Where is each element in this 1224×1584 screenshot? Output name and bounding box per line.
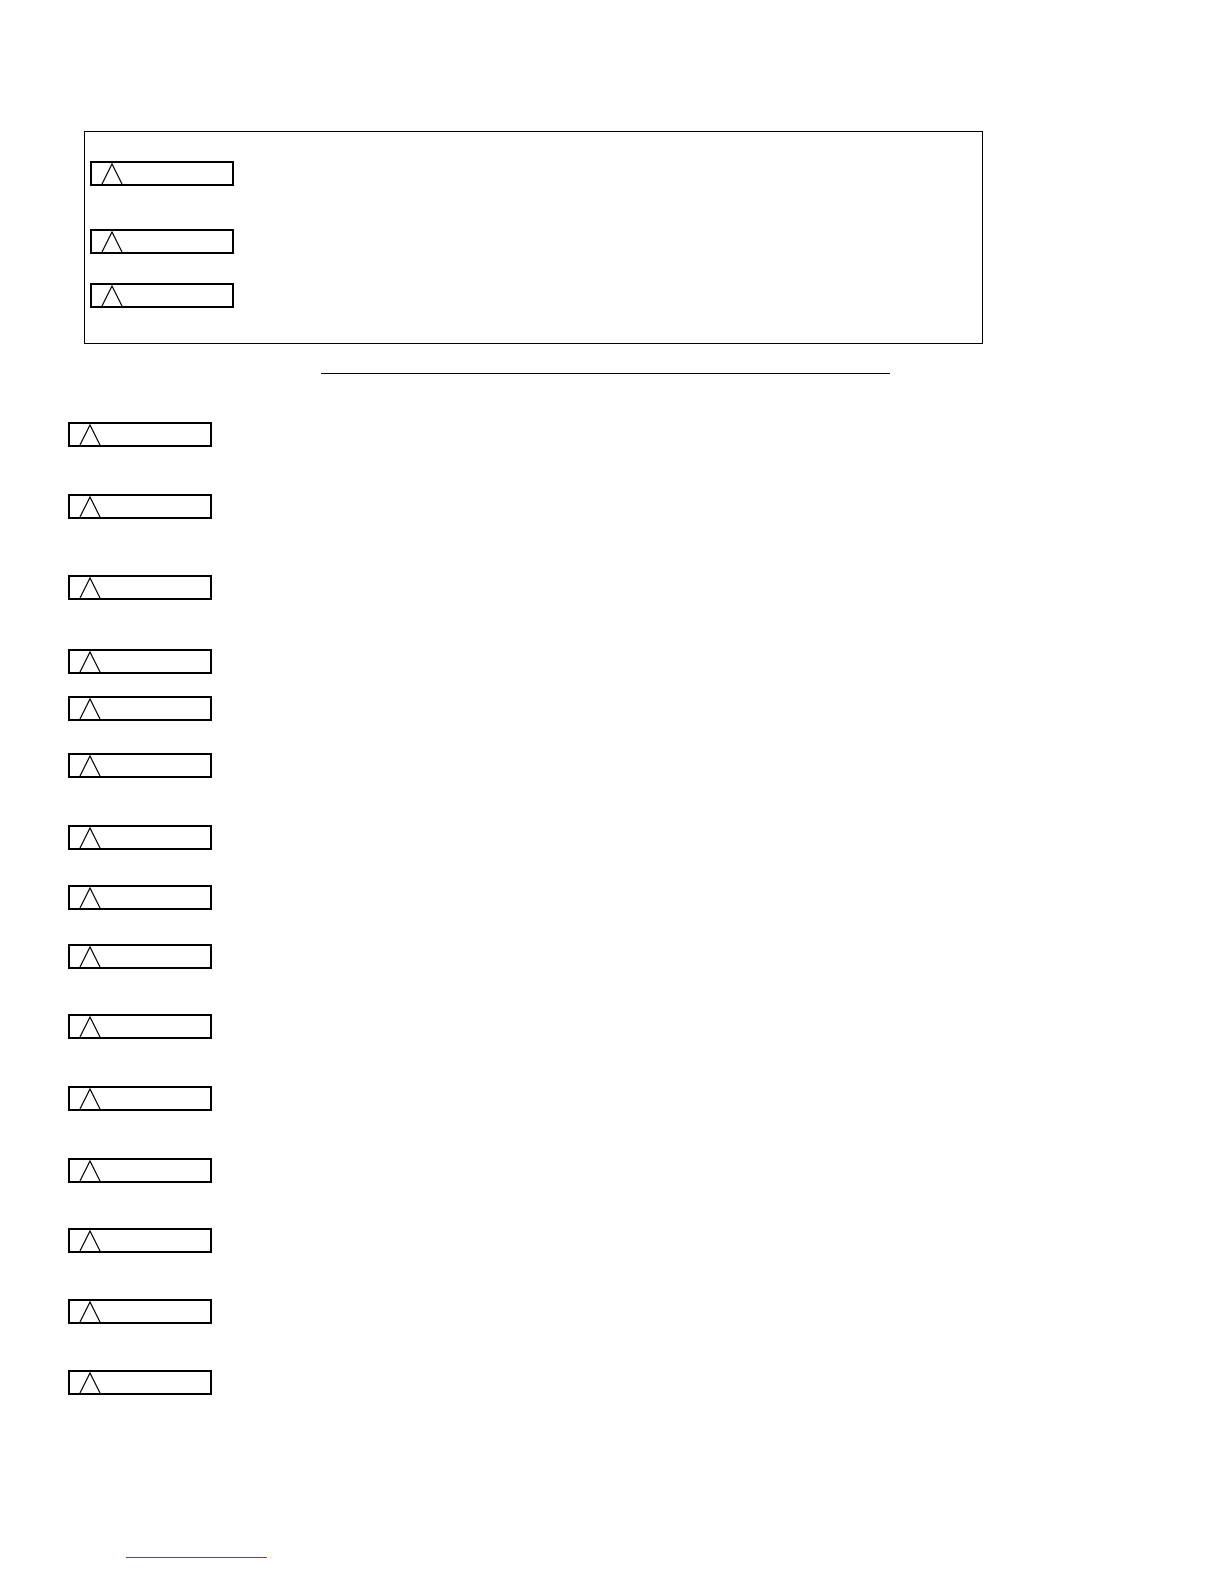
body-warning-label: [68, 649, 212, 674]
warning-triangle-icon: [76, 887, 104, 908]
warning-triangle-icon: [76, 577, 104, 598]
body-warning-label: [68, 1228, 212, 1253]
warning-triangle-icon: [98, 285, 126, 306]
body-warning-label: [68, 422, 212, 447]
warning-triangle-icon: [76, 1230, 104, 1251]
summary-warning-label: [90, 229, 234, 254]
body-warning-label: [68, 1299, 212, 1324]
warning-triangle-icon: [98, 163, 126, 184]
summary-warning-label: [90, 161, 234, 186]
warning-triangle-icon: [76, 424, 104, 445]
warning-triangle-icon: [76, 1088, 104, 1109]
body-warning-label: [68, 944, 212, 969]
warning-triangle-icon: [76, 1301, 104, 1322]
body-warning-label: [68, 825, 212, 850]
warning-triangle-icon: [76, 827, 104, 848]
warning-triangle-icon: [76, 1016, 104, 1037]
body-warning-label: [68, 753, 212, 778]
section-divider: [321, 373, 890, 374]
warning-triangle-icon: [76, 1160, 104, 1181]
body-warning-label: [68, 1086, 212, 1111]
warning-triangle-icon: [76, 698, 104, 719]
body-warning-label: [68, 1370, 212, 1395]
footnote-link-underline[interactable]: [126, 1557, 267, 1558]
body-warning-label: [68, 1014, 212, 1039]
body-warning-label: [68, 494, 212, 519]
body-warning-label: [68, 696, 212, 721]
warning-triangle-icon: [98, 231, 126, 252]
warning-triangle-icon: [76, 651, 104, 672]
body-warning-label: [68, 885, 212, 910]
warning-triangle-icon: [76, 1372, 104, 1393]
warning-triangle-icon: [76, 946, 104, 967]
warning-triangle-icon: [76, 755, 104, 776]
body-warning-label: [68, 575, 212, 600]
summary-warning-label: [90, 283, 234, 308]
body-warning-label: [68, 1158, 212, 1183]
warning-triangle-icon: [76, 496, 104, 517]
